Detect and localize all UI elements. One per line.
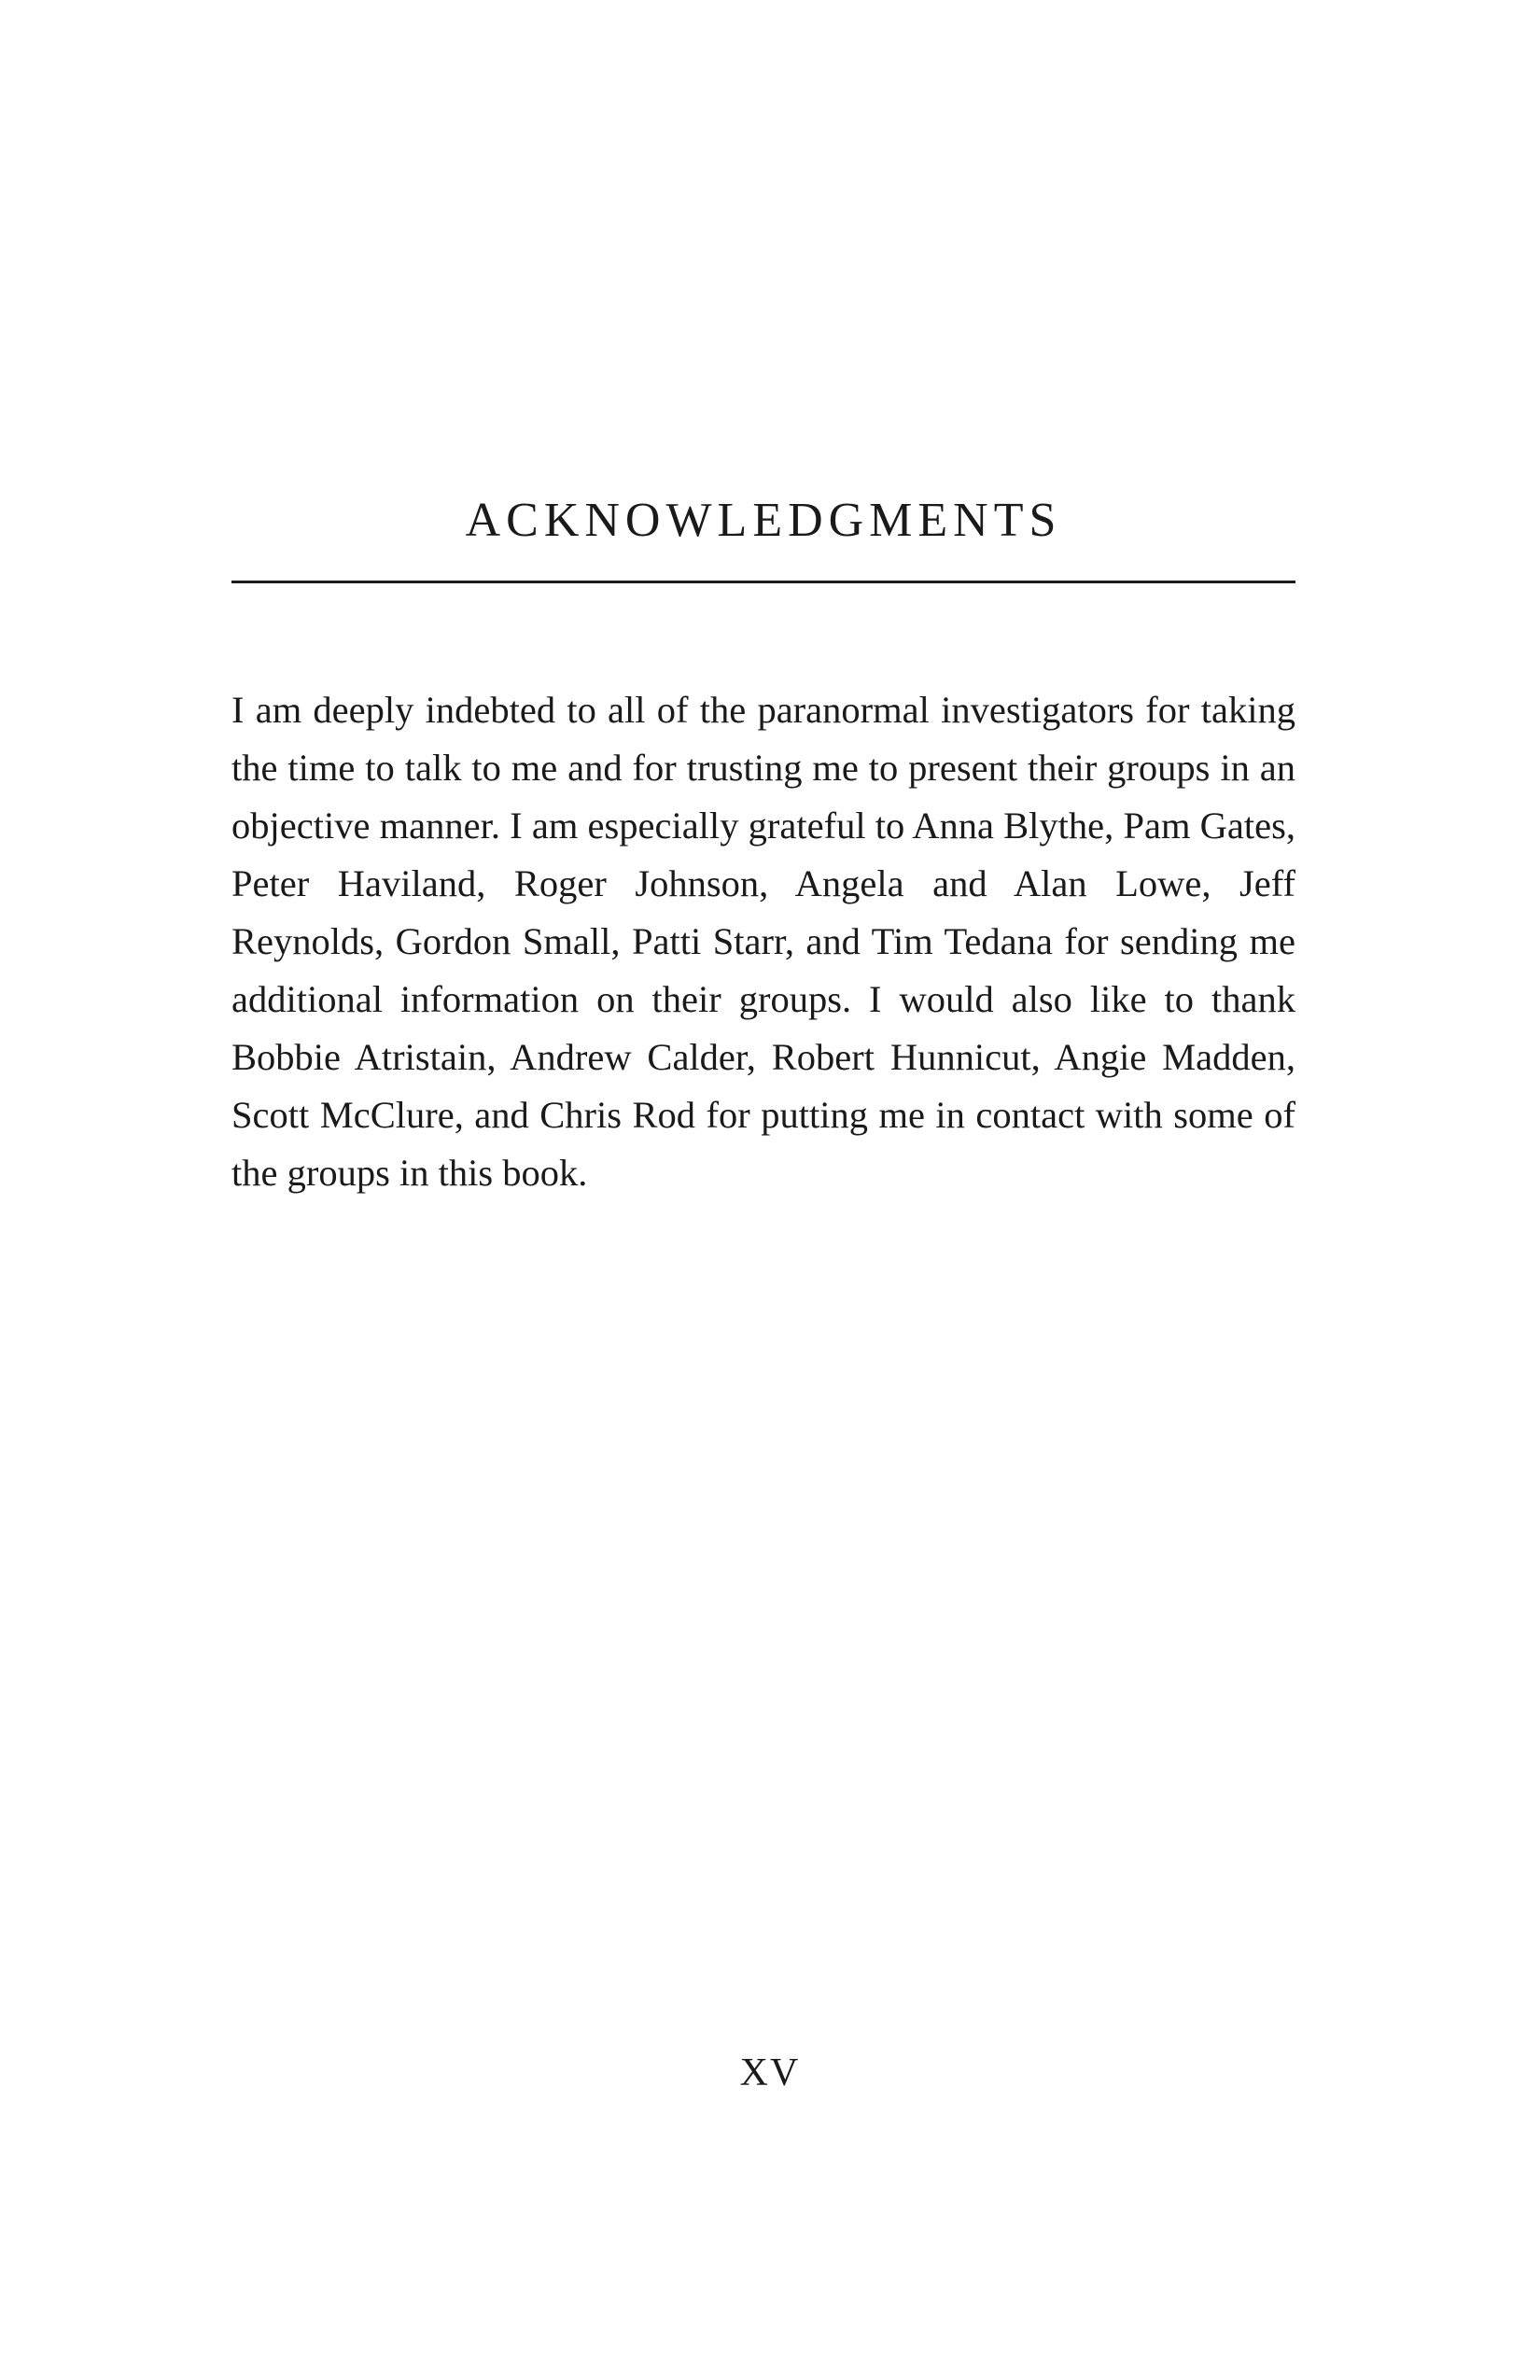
page-number: XV — [739, 2051, 801, 2094]
heading-rule — [231, 581, 1295, 583]
page-heading: ACKNOWLEDGMENTS — [465, 494, 1062, 547]
acknowledgments-paragraph: I am deeply indebted to all of the paranormal investigators for taking the time to talk to me and for trusting me to present their groups in an objective manner. I am especially grateful to Anna Blythe, Pam Gates, Peter Haviland, Roger Johnson, Angela and Alan Lowe, Jeff Reynolds, Gordon Small, Patti Starr, and Tim Tedana for sending me additional information on their groups. I would also like to thank Bobbie Atristain, Andrew Calder, Robert Hunnicut, Angie Madden, Scott McClure, and Chris Rod for putting me in contact with some of the groups in this book. — [231, 689, 1295, 1194]
